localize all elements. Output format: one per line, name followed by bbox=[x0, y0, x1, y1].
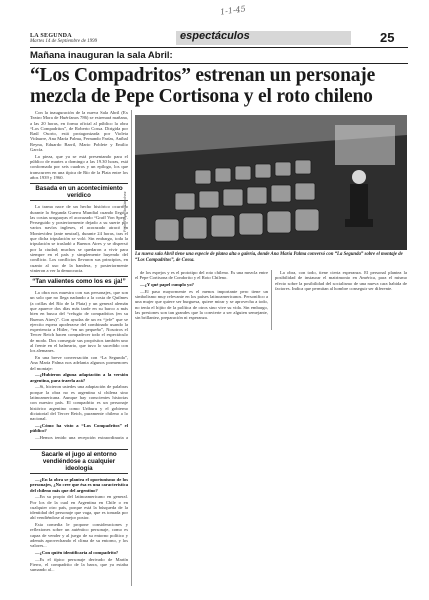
kicker: Mañana inauguran la sala Abril: bbox=[30, 50, 173, 61]
theater-seats-illustration bbox=[135, 115, 407, 250]
headline-line-1: “Los Compadritos” estrenan un personaje bbox=[30, 65, 376, 86]
interview-question: —¿Con quién identificaría al compadrito? bbox=[35, 550, 119, 556]
body-paragraph: La obra nos muestra con sus personajes, que son un solo que no llega nadando a la costa de Quilmes (a orillas del Río de la Plata) y un general alemán que aparece dos días más tarde en su barco a más bien en busca del “refugio de compadritos (en su Buenos Aires)”. Con ayudas de un ex “jefe” que se ejercito espera apoderarse del combinado usando la experiencia a Hitler, “en un pequeño”, Nosotros el Tercer Reich hacen compadecer todo el espectáculo de modo. Dos conseguir sus propósitos también uno al frente en el balneario, que tuvo lo sucedido con los alemanes. bbox=[30, 290, 128, 354]
top-rule bbox=[30, 47, 408, 48]
column-divider bbox=[271, 270, 272, 330]
paper-date: Martes 14 de Septiembre de 1999 bbox=[30, 39, 98, 44]
interview-answer: —Si, hicieron ustedes una adaptación de palabras porque la obra no es argentina sí chilena sino latinoamericana. Aunque hay conscientes historias con nuestro país. El compadrito es un personaje histórico argentino como Uriburu y el gobierno dictatorial del Tercer Reich, puramente chileno a lo nacional. bbox=[30, 384, 128, 422]
body-paragraph: La obra, con todo, tiene cierta esperanza. El personal plantea la posibilidad de instaurar el matrimonio en América, para el mismo efecto sobre la posibilidad del socialismo de una nueva cara habida de factores. Indica que permitan al hombre conseguir ser diferente. bbox=[275, 270, 407, 291]
subhead-valientes: “Tan valientes como los es ¡ja!” bbox=[30, 276, 128, 287]
handwritten-note: 1-1-45 bbox=[219, 4, 247, 17]
interview-answer: —Es el típico personaje derivado de Martín Fierro, el compadrito de la barra, que ya estaba sumando al... bbox=[30, 556, 128, 573]
interview-answer: —En su propio del latinoamericano en general. Por los de la cual en Argentina en Chile o en cualquier otro país, porque está la búsqueda de la identidad del personaje que vaga, que es tomada por ahí vendiéndose al mejor postor. bbox=[30, 494, 128, 521]
interview-question: —¿Cómo ha visto a “Los Compadritos” el público? bbox=[30, 422, 128, 434]
section-label: espectáculos bbox=[180, 30, 250, 42]
photo-credit: Foto: Ricardo Sánchez bbox=[122, 191, 127, 232]
headline-line-2: mezcla de Pepe Cortisona y el roto chileno bbox=[30, 86, 373, 107]
kicker-rule bbox=[30, 63, 408, 64]
interview-answer: Esta comedia le propone consideraciones y reflexiones sobre un auténtico personaje, como es capaz de vender y al juego de su entorno político y además aprovechando el clima de su entorno, y los valores... bbox=[30, 522, 128, 549]
bottom-left-block bbox=[30, 446, 128, 586]
masthead bbox=[30, 33, 150, 44]
interview-question: —¿Y qué papel cumplo yo? bbox=[140, 281, 194, 287]
body-paragraph: de los espejos y es el prototipo del roto chileno. Es una mezcla entre el Pepe Cortisona de Condorito y el Roto Chileno. bbox=[135, 270, 268, 281]
page-number: 25 bbox=[380, 30, 395, 45]
interview-question: —¿Hubieron alguna adaptación a la versión argentina, para traerla acá? bbox=[30, 372, 128, 383]
intro-paragraph: Con la inauguración de la nueva Sala Abril (Ex Teatro Mora de Huérfanos 786) se estrenará mañana, a las 20 horas, en forma oficial al público la obra “Los Compadritos”, de Roberto Cossa. Dirigida por Raúl Osorio, está protagonizada por Violeta Vidaurre, Ana María Palma, Fernando Farías, Aníbal Reyna, Eduardo Barril, Mario Poblete y Emilio García. bbox=[30, 110, 128, 153]
subhead-verified: Basada en un acontecimiento verídico bbox=[30, 183, 128, 201]
right-column bbox=[275, 270, 407, 330]
body-paragraph: En una breve conversación con “La Segunda”, Ana María Palma nos adelanta algunos pormenores del montaje: bbox=[30, 355, 128, 371]
interview-question: —¿En la obra se plantea el oportunismo de los personajes, ¿No cree que ésa es una característica del chileno más que del argentino? bbox=[30, 477, 128, 493]
body-paragraph: La trama nace de un hecho histórico ocurrido durante la Segunda Guerra Mundial cuando llegó a las costas uruguayas el acorazado “Graff Von Spee”. Perseguido y posteriormente dejado a su suerte por varios navíos ingleses, el acorazado atracó en Montevideo (ante neutral), durante 24 horas, tras el que dicha tripulación se voló. Sin embargo, toda la tripulación se trasladó a Buenos Aires y se dispersó por la ciudad; muchos se quedaron a vivir para siempre en el país y simplemente huyendo del conflicto. Los conflictos llevaron sus principios, en cuanto al uso de la bandera, y posteriormente vinieron a ver la democracia. bbox=[30, 204, 128, 273]
headline bbox=[30, 65, 410, 107]
theater-photo bbox=[135, 115, 407, 250]
middle-column bbox=[135, 270, 268, 340]
intro-paragraph-2: La pieza, que ya se está presentando para el público de martes a domingo a las 19.30 horas, está conformada por seis cuadros y un epílogo, los que transcurren en una típica de Río de la Plata entre los años 1939 y 1960. bbox=[30, 153, 128, 180]
photo-caption: La nueva sala Abril tiene una especie de platea alta o galería, donde Ana María Palma conversó con “La Segunda” sobre el montaje de “Los Compadritos”, de Cossa. bbox=[135, 252, 403, 263]
subhead-jugo: Sacarle el jugo al entorno vendiéndose a cualquier ideología bbox=[30, 449, 128, 474]
paper-name: LA SEGUNDA bbox=[30, 33, 72, 39]
left-column bbox=[30, 110, 128, 440]
column-divider bbox=[131, 110, 132, 586]
interview-answer: —Hemos tenido una recepción extraordinaria a bbox=[35, 434, 128, 440]
interview-answer: —El paso mayormente es el menos importante pero tiene un simbolismo muy relevante en los países latinoamericanos. Personifico a una mujer que quiere ser burguesa, quiere mirar y se aprovecha a todo, no tenía el hijito de la política de otros sino vive su vida. Sin embargo, las presiones son tan grandes que la convierte a ser alguien semejante, sin brillantez, preparación ni esperanza. bbox=[135, 288, 268, 321]
